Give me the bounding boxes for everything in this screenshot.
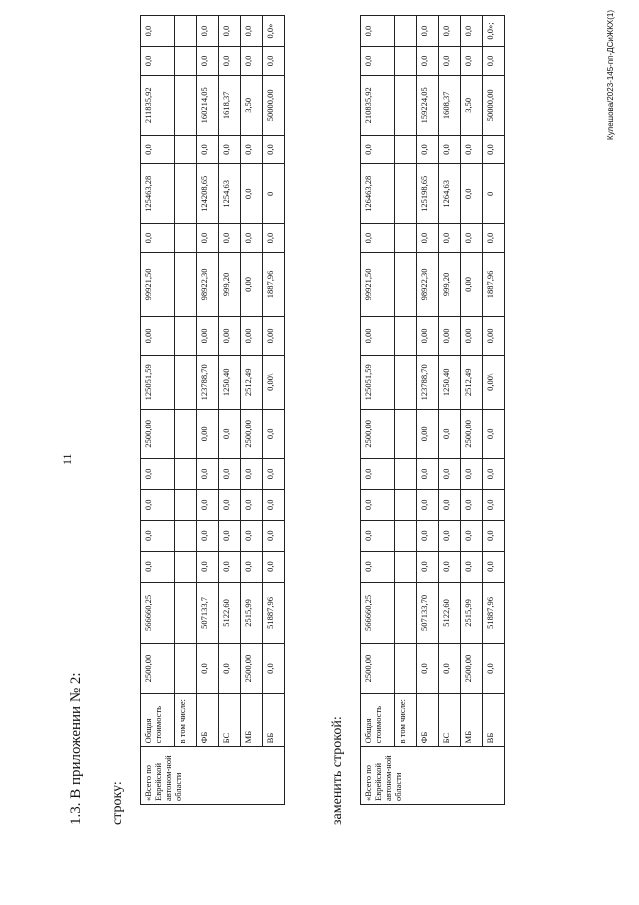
value-cell: 0,0 xyxy=(241,551,263,582)
value-cell: 0,00\ xyxy=(483,356,505,410)
value-cell: 0,0 xyxy=(263,224,285,253)
value-cell: 0,0 xyxy=(219,644,241,693)
value-cell: 125051,59 xyxy=(141,356,175,410)
value-cell: 50000,00 xyxy=(483,75,505,135)
table-row xyxy=(197,16,219,805)
value-cell: 1264,63 xyxy=(439,164,461,224)
value-cell: 0,0 xyxy=(417,644,439,693)
value-cell: 50000,00 xyxy=(263,75,285,135)
table-row xyxy=(175,16,197,805)
value-cell: 566660,25 xyxy=(141,582,175,644)
value-cell: 211835,92 xyxy=(141,75,175,135)
value-cell xyxy=(175,224,197,253)
value-cell: 125198,65 xyxy=(417,164,439,224)
label-original-row: строку: xyxy=(110,781,125,825)
value-cell: 0,0 xyxy=(197,644,219,693)
value-cell: 0,0 xyxy=(263,47,285,76)
page-number: 11 xyxy=(60,453,74,465)
value-cell: 0,0 xyxy=(461,164,483,224)
value-cell: 2500,00 xyxy=(241,644,263,693)
value-cell xyxy=(395,458,417,489)
source-cell: ВБ xyxy=(263,693,285,747)
value-cell: 3,50 xyxy=(241,75,263,135)
value-cell xyxy=(175,356,197,410)
value-cell: 0,0 xyxy=(461,458,483,489)
table-original-row xyxy=(140,15,285,805)
value-cell: 0 xyxy=(263,164,285,224)
value-cell xyxy=(175,47,197,76)
value-cell: 0,0 xyxy=(439,551,461,582)
value-cell xyxy=(175,644,197,693)
value-cell: 0,0 xyxy=(417,458,439,489)
value-cell: 0,0 xyxy=(361,551,395,582)
value-cell: 0,0 xyxy=(361,489,395,520)
value-cell: 0,0 xyxy=(263,644,285,693)
table-row xyxy=(395,16,417,805)
value-cell: 0,0 xyxy=(141,135,175,164)
value-cell: 0,0 xyxy=(263,458,285,489)
value-cell: 210835,92 xyxy=(361,75,395,135)
value-cell: 0,0 xyxy=(241,135,263,164)
value-cell: 0,0 xyxy=(361,16,395,47)
value-cell: 0,0 xyxy=(241,164,263,224)
value-cell: 0,0 xyxy=(241,489,263,520)
table-row xyxy=(461,16,483,805)
value-cell: 0,0 xyxy=(417,224,439,253)
value-cell: 566660,25 xyxy=(361,582,395,644)
value-cell: 0,0 xyxy=(461,520,483,551)
value-cell: 0,0 xyxy=(461,489,483,520)
value-cell xyxy=(175,489,197,520)
value-cell: 3,50 xyxy=(461,75,483,135)
value-cell: 0 xyxy=(483,164,505,224)
value-cell: 0,0 xyxy=(439,458,461,489)
value-cell: 0,0 xyxy=(483,135,505,164)
value-cell: 0,0 xyxy=(141,224,175,253)
value-cell xyxy=(175,458,197,489)
value-cell: 0,00 xyxy=(197,316,219,355)
value-cell: 51887,96 xyxy=(483,582,505,644)
value-cell: 0,00 xyxy=(461,253,483,317)
value-cell: 0,00 xyxy=(361,316,395,355)
value-cell: 0,0 xyxy=(439,409,461,458)
value-cell: 0,0 xyxy=(141,551,175,582)
value-cell: 0,0 xyxy=(483,47,505,76)
document-footer: Кулешова/2023-145-пп-ДСиЖКХ(1) xyxy=(606,10,615,140)
value-cell: 0,00 xyxy=(417,409,439,458)
value-cell: 0,0 xyxy=(483,489,505,520)
value-cell xyxy=(175,520,197,551)
value-cell xyxy=(175,75,197,135)
value-cell: 2500,00 xyxy=(141,644,175,693)
value-cell: 0,0 xyxy=(219,47,241,76)
value-cell: 0,00 xyxy=(263,316,285,355)
value-cell: 123788,70 xyxy=(197,356,219,410)
value-cell: 0,0 xyxy=(197,520,219,551)
value-cell: 2500,00 xyxy=(461,409,483,458)
value-cell: 0,0 xyxy=(241,520,263,551)
value-cell xyxy=(175,253,197,317)
value-cell: 5122,60 xyxy=(219,582,241,644)
value-cell: 0,0»; xyxy=(483,16,505,47)
value-cell: 0,0 xyxy=(263,551,285,582)
value-cell: 0,0 xyxy=(263,489,285,520)
value-cell: 0,0 xyxy=(219,16,241,47)
value-cell: 0,0 xyxy=(361,520,395,551)
value-cell: 0,00 xyxy=(241,316,263,355)
table-row xyxy=(417,16,439,805)
value-cell xyxy=(395,47,417,76)
value-cell: 5122,60 xyxy=(439,582,461,644)
value-cell: 2500,00 xyxy=(361,644,395,693)
value-cell: 0,00 xyxy=(219,316,241,355)
source-cell: БС xyxy=(219,693,241,747)
value-cell: 0,0 xyxy=(141,47,175,76)
value-cell: 0,0 xyxy=(483,520,505,551)
value-cell: 0,0 xyxy=(197,458,219,489)
value-cell: 0,00 xyxy=(141,316,175,355)
value-cell xyxy=(395,164,417,224)
value-cell: 159224,05 xyxy=(417,75,439,135)
value-cell xyxy=(175,135,197,164)
value-cell: 0,0 xyxy=(219,458,241,489)
section-heading: 1.3. В приложении № 2: xyxy=(68,672,84,825)
table-row xyxy=(263,16,285,805)
value-cell: 1887,96 xyxy=(263,253,285,317)
label-replacement-row: заменить строкой: xyxy=(330,716,345,825)
value-cell: 999,20 xyxy=(439,253,461,317)
source-cell: БС xyxy=(439,693,461,747)
value-cell xyxy=(395,582,417,644)
source-cell: в том числе: xyxy=(395,693,417,747)
value-cell xyxy=(395,356,417,410)
value-cell: 99921,50 xyxy=(141,253,175,317)
value-cell: 0,0 xyxy=(219,409,241,458)
value-cell: 0,0 xyxy=(263,409,285,458)
source-cell: Общая стоимость xyxy=(361,693,395,747)
value-cell: 2500,00 xyxy=(241,409,263,458)
value-cell xyxy=(395,409,417,458)
table-row xyxy=(141,16,175,805)
table-row xyxy=(439,16,461,805)
value-cell: 2512,49 xyxy=(461,356,483,410)
value-cell: 0,0 xyxy=(219,489,241,520)
table-replacement-row xyxy=(360,15,505,805)
value-cell: 51887,96 xyxy=(263,582,285,644)
value-cell: 1250,40 xyxy=(439,356,461,410)
value-cell xyxy=(175,164,197,224)
value-cell: 2515,99 xyxy=(461,582,483,644)
value-cell: 0,0» xyxy=(263,16,285,47)
value-cell: 1250,40 xyxy=(219,356,241,410)
value-cell: 0,00 xyxy=(461,316,483,355)
value-cell: 2500,00 xyxy=(461,644,483,693)
value-cell: 0,0 xyxy=(461,135,483,164)
value-cell xyxy=(175,16,197,47)
value-cell: 125051,59 xyxy=(361,356,395,410)
value-cell: 0,0 xyxy=(263,135,285,164)
value-cell: 2500,00 xyxy=(141,409,175,458)
value-cell: 0,00 xyxy=(241,253,263,317)
value-cell: 2512,49 xyxy=(241,356,263,410)
value-cell xyxy=(175,582,197,644)
value-cell: 0,0 xyxy=(483,409,505,458)
value-cell: 0,0 xyxy=(263,520,285,551)
source-cell: МБ xyxy=(461,693,483,747)
value-cell xyxy=(395,520,417,551)
value-cell: 0,0 xyxy=(241,458,263,489)
value-cell: 0,0 xyxy=(417,47,439,76)
value-cell: 0,0 xyxy=(197,551,219,582)
value-cell: 0,0 xyxy=(483,644,505,693)
value-cell: 0,0 xyxy=(141,489,175,520)
value-cell: 0,0 xyxy=(483,551,505,582)
value-cell: 0,0 xyxy=(461,16,483,47)
value-cell: 0,00\ xyxy=(263,356,285,410)
value-cell: 0,0 xyxy=(461,551,483,582)
value-cell: 0,0 xyxy=(439,16,461,47)
value-cell xyxy=(395,135,417,164)
value-cell: 999,20 xyxy=(219,253,241,317)
value-cell xyxy=(395,253,417,317)
source-cell: ФБ xyxy=(417,693,439,747)
table-row xyxy=(361,16,395,805)
value-cell: 0,0 xyxy=(361,458,395,489)
value-cell: 1608,37 xyxy=(439,75,461,135)
value-cell: 0,0 xyxy=(439,520,461,551)
value-cell: 0,0 xyxy=(141,520,175,551)
value-cell: 0,0 xyxy=(361,47,395,76)
value-cell: 0,0 xyxy=(439,47,461,76)
value-cell: 0,0 xyxy=(417,551,439,582)
value-cell: 0,0 xyxy=(439,224,461,253)
value-cell: 99921,50 xyxy=(361,253,395,317)
source-cell: ФБ xyxy=(197,693,219,747)
table-row xyxy=(483,16,505,805)
value-cell: 0,0 xyxy=(439,135,461,164)
value-cell: 1618,37 xyxy=(219,75,241,135)
value-cell: 0,0 xyxy=(241,224,263,253)
region-cell: «Всего по Еврейской автоном-ной области xyxy=(141,747,285,805)
value-cell: 0,0 xyxy=(141,16,175,47)
value-cell: 0,00 xyxy=(483,316,505,355)
value-cell: 0,0 xyxy=(439,644,461,693)
value-cell: 2500,00 xyxy=(361,409,395,458)
value-cell: 0,00 xyxy=(417,316,439,355)
value-cell: 0,0 xyxy=(483,224,505,253)
value-cell: 98922,30 xyxy=(197,253,219,317)
value-cell: 1887,96 xyxy=(483,253,505,317)
value-cell: 0,0 xyxy=(197,224,219,253)
value-cell: 0,0 xyxy=(417,16,439,47)
value-cell: 126463,28 xyxy=(361,164,395,224)
value-cell: 0,00 xyxy=(439,316,461,355)
value-cell: 0,0 xyxy=(219,224,241,253)
value-cell xyxy=(395,75,417,135)
value-cell: 160214,05 xyxy=(197,75,219,135)
value-cell: 0,0 xyxy=(141,458,175,489)
value-cell xyxy=(395,316,417,355)
value-cell: 0,0 xyxy=(461,47,483,76)
table-row xyxy=(219,16,241,805)
value-cell: 123788,70 xyxy=(417,356,439,410)
value-cell: 2515,99 xyxy=(241,582,263,644)
value-cell xyxy=(395,551,417,582)
value-cell: 0,0 xyxy=(219,551,241,582)
value-cell: 0,0 xyxy=(361,135,395,164)
table-row xyxy=(241,16,263,805)
value-cell: 0,0 xyxy=(197,135,219,164)
value-cell: 0,0 xyxy=(197,16,219,47)
value-cell xyxy=(395,224,417,253)
value-cell: 124208,65 xyxy=(197,164,219,224)
value-cell: 98922,30 xyxy=(417,253,439,317)
value-cell: 0,0 xyxy=(219,135,241,164)
value-cell xyxy=(395,489,417,520)
value-cell: 0,0 xyxy=(241,16,263,47)
value-cell: 0,0 xyxy=(197,47,219,76)
value-cell: 507133,70 xyxy=(417,582,439,644)
source-cell: в том числе: xyxy=(175,693,197,747)
value-cell: 0,0 xyxy=(197,489,219,520)
value-cell: 507133,7 xyxy=(197,582,219,644)
value-cell xyxy=(175,316,197,355)
value-cell xyxy=(395,16,417,47)
value-cell: 0,0 xyxy=(219,520,241,551)
value-cell: 0,0 xyxy=(483,458,505,489)
value-cell xyxy=(175,409,197,458)
value-cell: 0,0 xyxy=(417,135,439,164)
value-cell xyxy=(395,644,417,693)
value-cell: 125463,28 xyxy=(141,164,175,224)
value-cell: 0,0 xyxy=(417,489,439,520)
source-cell: ВБ xyxy=(483,693,505,747)
value-cell: 0,00 xyxy=(197,409,219,458)
source-cell: МБ xyxy=(241,693,263,747)
value-cell: 0,0 xyxy=(361,224,395,253)
source-cell: Общая стоимость xyxy=(141,693,175,747)
region-cell: «Всего по Еврейской автоном-ной области xyxy=(361,747,505,805)
value-cell: 0,0 xyxy=(461,224,483,253)
value-cell xyxy=(175,551,197,582)
value-cell: 0,0 xyxy=(241,47,263,76)
value-cell: 0,0 xyxy=(439,489,461,520)
value-cell: 1254,63 xyxy=(219,164,241,224)
value-cell: 0,0 xyxy=(417,520,439,551)
